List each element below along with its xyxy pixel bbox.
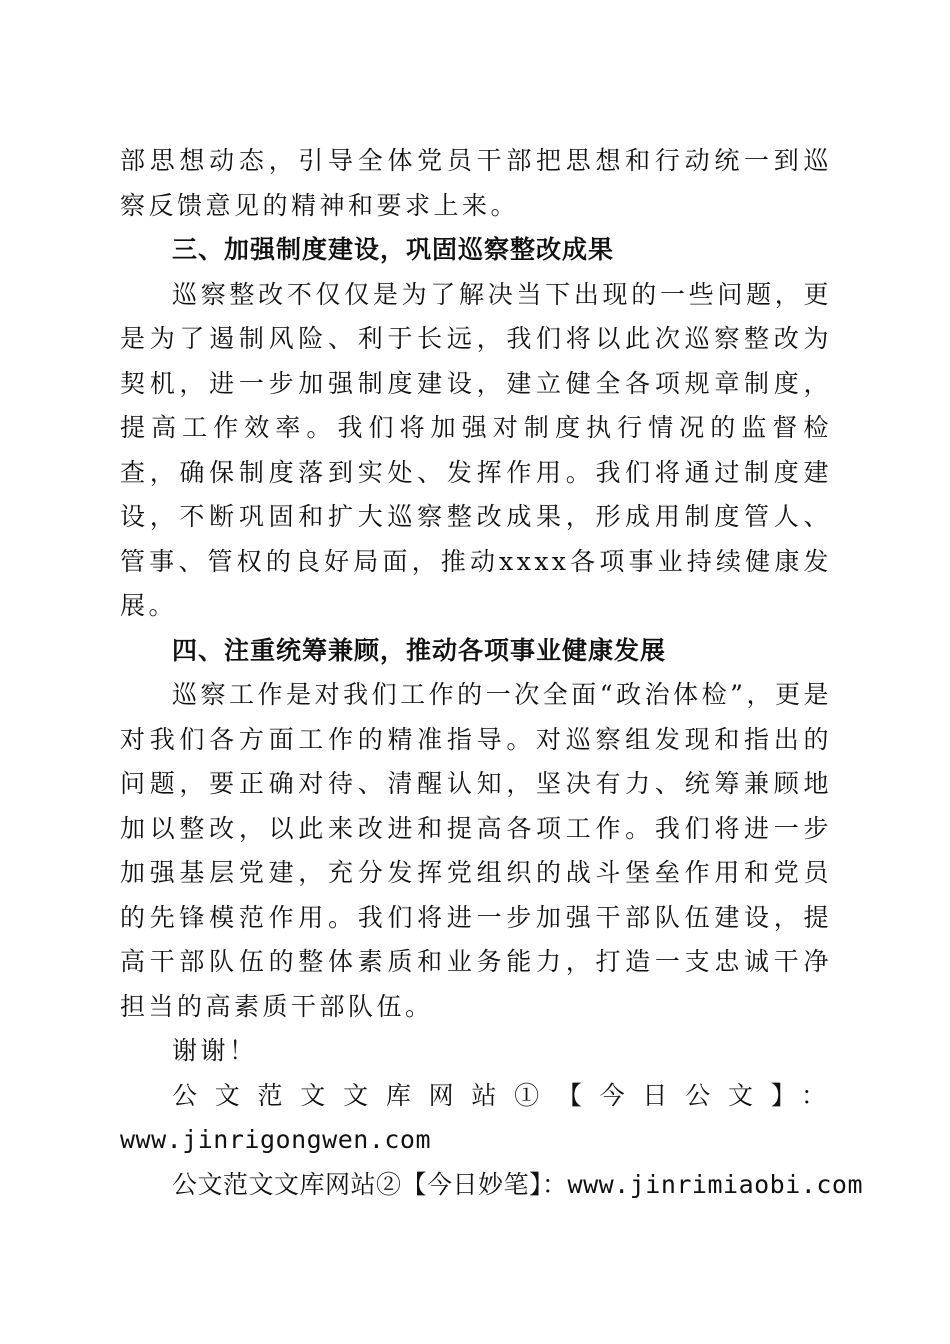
section-4-paragraph: 巡察工作是对我们工作的一次全面“政治体检”，更是对我们各方面工作的精准指导。对巡察组发现和指出的问题，要正确对待、清醒认知，坚决有力、统筹兼顾地加以整改，以此来改进和提高各项工作。我们将进一步加强基层党建，充分发挥党组织的战斗堡垒作用和党员的先锋模范作用。我们将进一步加强干部队伍建设，提高干部队伍的整体素质和业务能力，打造一支忠诚干净担当的高素质干部队伍。 bbox=[120, 680, 832, 1021]
site-2-line bbox=[120, 1163, 863, 1208]
site-1-url-line bbox=[120, 1118, 832, 1163]
document-page bbox=[120, 139, 863, 1207]
site-2-label: 公文范文文库网站②【今日妙笔】： bbox=[172, 1169, 568, 1199]
closing-thanks: 谢谢！ bbox=[172, 1036, 258, 1065]
site-1-label: 公文范文文库网站①【今日公文】： bbox=[172, 1080, 832, 1110]
section-heading-4: 四、注重统筹兼顾，推动各项事业健康发展 bbox=[172, 635, 667, 665]
continued-paragraph: 部思想动态，引导全体党员干部把思想和行动统一到巡察反馈意见的精神和要求上来。 bbox=[120, 146, 832, 220]
site-2-url[interactable]: www.jinrimiaobi.com bbox=[567, 1169, 863, 1199]
section-3-paragraph: 巡察整改不仅仅是为了解决当下出现的一些问题，更是为了遏制风险、利于长远，我们将以此次巡察整改为契机，进一步加强制度建设，建立健全各项规章制度，提高工作效率。我们将加强对制度执行情况的监督检查，确保制度落到实处、发挥作用。我们将通过制度建设，不断巩固和扩大巡察整改成果，形成用制度管人、管事、管权的良好局面，推动xxxx各项事业持续健康发展。 bbox=[120, 279, 832, 620]
section-heading-3: 三、加强制度建设，巩固巡察整改成果 bbox=[172, 235, 615, 264]
site-1-url[interactable]: www.jinrigongwen.com bbox=[120, 1125, 432, 1154]
